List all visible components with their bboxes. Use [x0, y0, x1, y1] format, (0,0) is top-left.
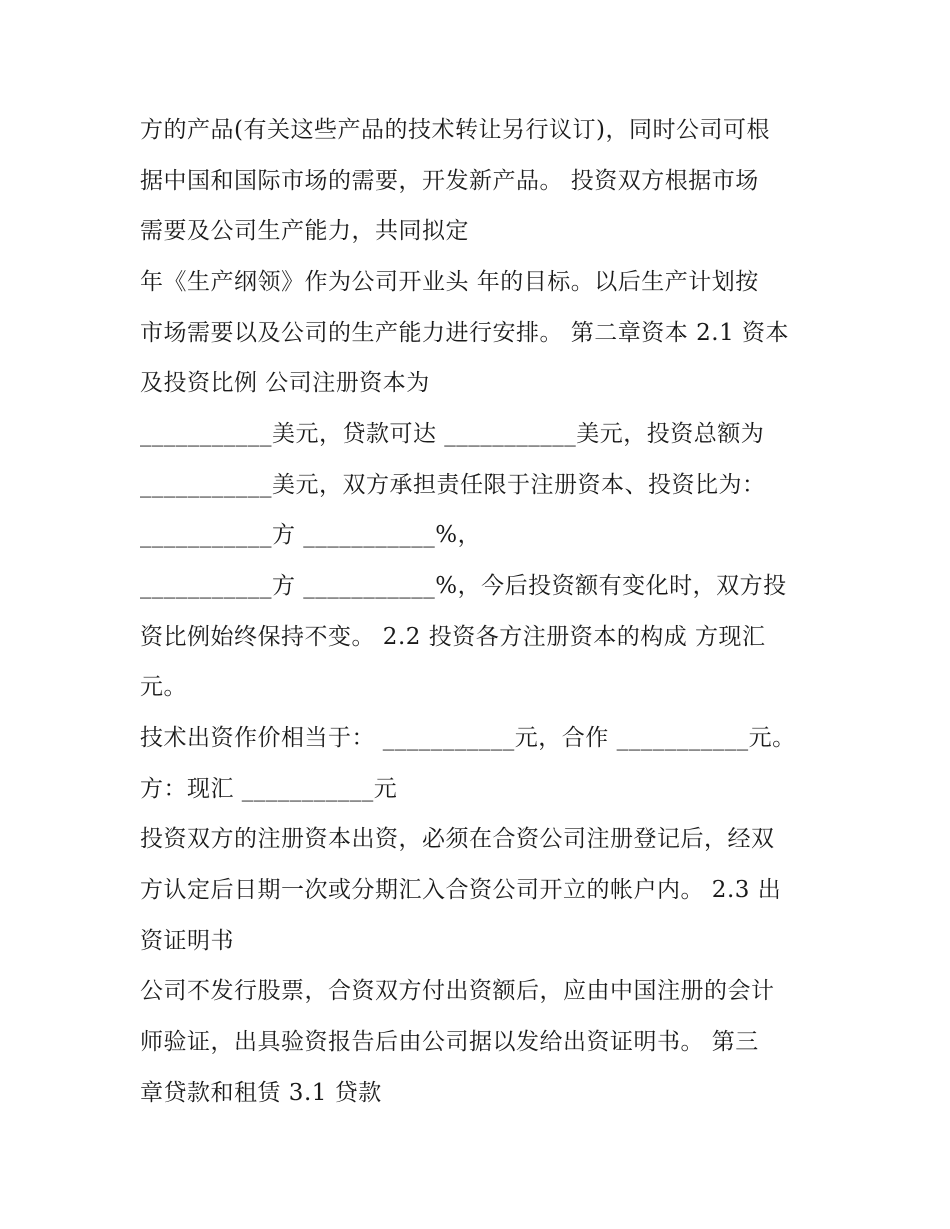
text-line: 市场需要以及公司的生产能力进行安排。 第二章资本 2.1 资本	[140, 320, 790, 346]
text-line: 年《生产纲领》作为公司开业头 年的目标。以后生产计划按	[140, 269, 759, 295]
text-line: 及投资比例 公司注册资本为	[140, 370, 430, 396]
text-line: 方的产品(有关这些产品的技术转让另行议订)，同时公司可根	[140, 117, 770, 143]
text-line: 资比例始终保持不变。 2.2 投资各方注册资本的构成 方现汇	[140, 624, 766, 650]
text-line: 元。	[140, 674, 187, 700]
text-line: 需要及公司生产能力，共同拟定	[140, 218, 469, 244]
text-line: 投资双方的注册资本出资，必须在合资公司注册登记后，经双	[140, 826, 775, 852]
text-line: 公司不发行股票，合资双方付出资额后，应由中国注册的会计	[140, 978, 775, 1004]
text-line: 据中国和国际市场的需要，开发新产品。 投资双方根据市场	[140, 168, 759, 194]
text-line: ___________美元，贷款可达 ___________美元，投资总额为	[140, 421, 765, 447]
text-line: 师验证，出具验资报告后由公司据以发给出资证明书。 第三	[140, 1029, 759, 1055]
text-line: 方：现汇 ___________元	[140, 776, 398, 802]
text-line: 方认定后日期一次或分期汇入合资公司开立的帐户内。 2.3 出	[140, 877, 782, 903]
text-line: 技术出资作价相当于： ___________元，合作 ___________元。	[140, 725, 796, 751]
text-line: ___________方 ___________%，今后投资额有变化时，双方投	[140, 573, 787, 599]
text-line: 资证明书	[140, 928, 234, 954]
text-line: ___________方 ___________%，	[140, 522, 482, 548]
text-line: 章贷款和租赁 3.1 贷款	[140, 1080, 382, 1106]
text-line: ___________美元，双方承担责任限于注册资本、投资比为：	[140, 472, 766, 498]
